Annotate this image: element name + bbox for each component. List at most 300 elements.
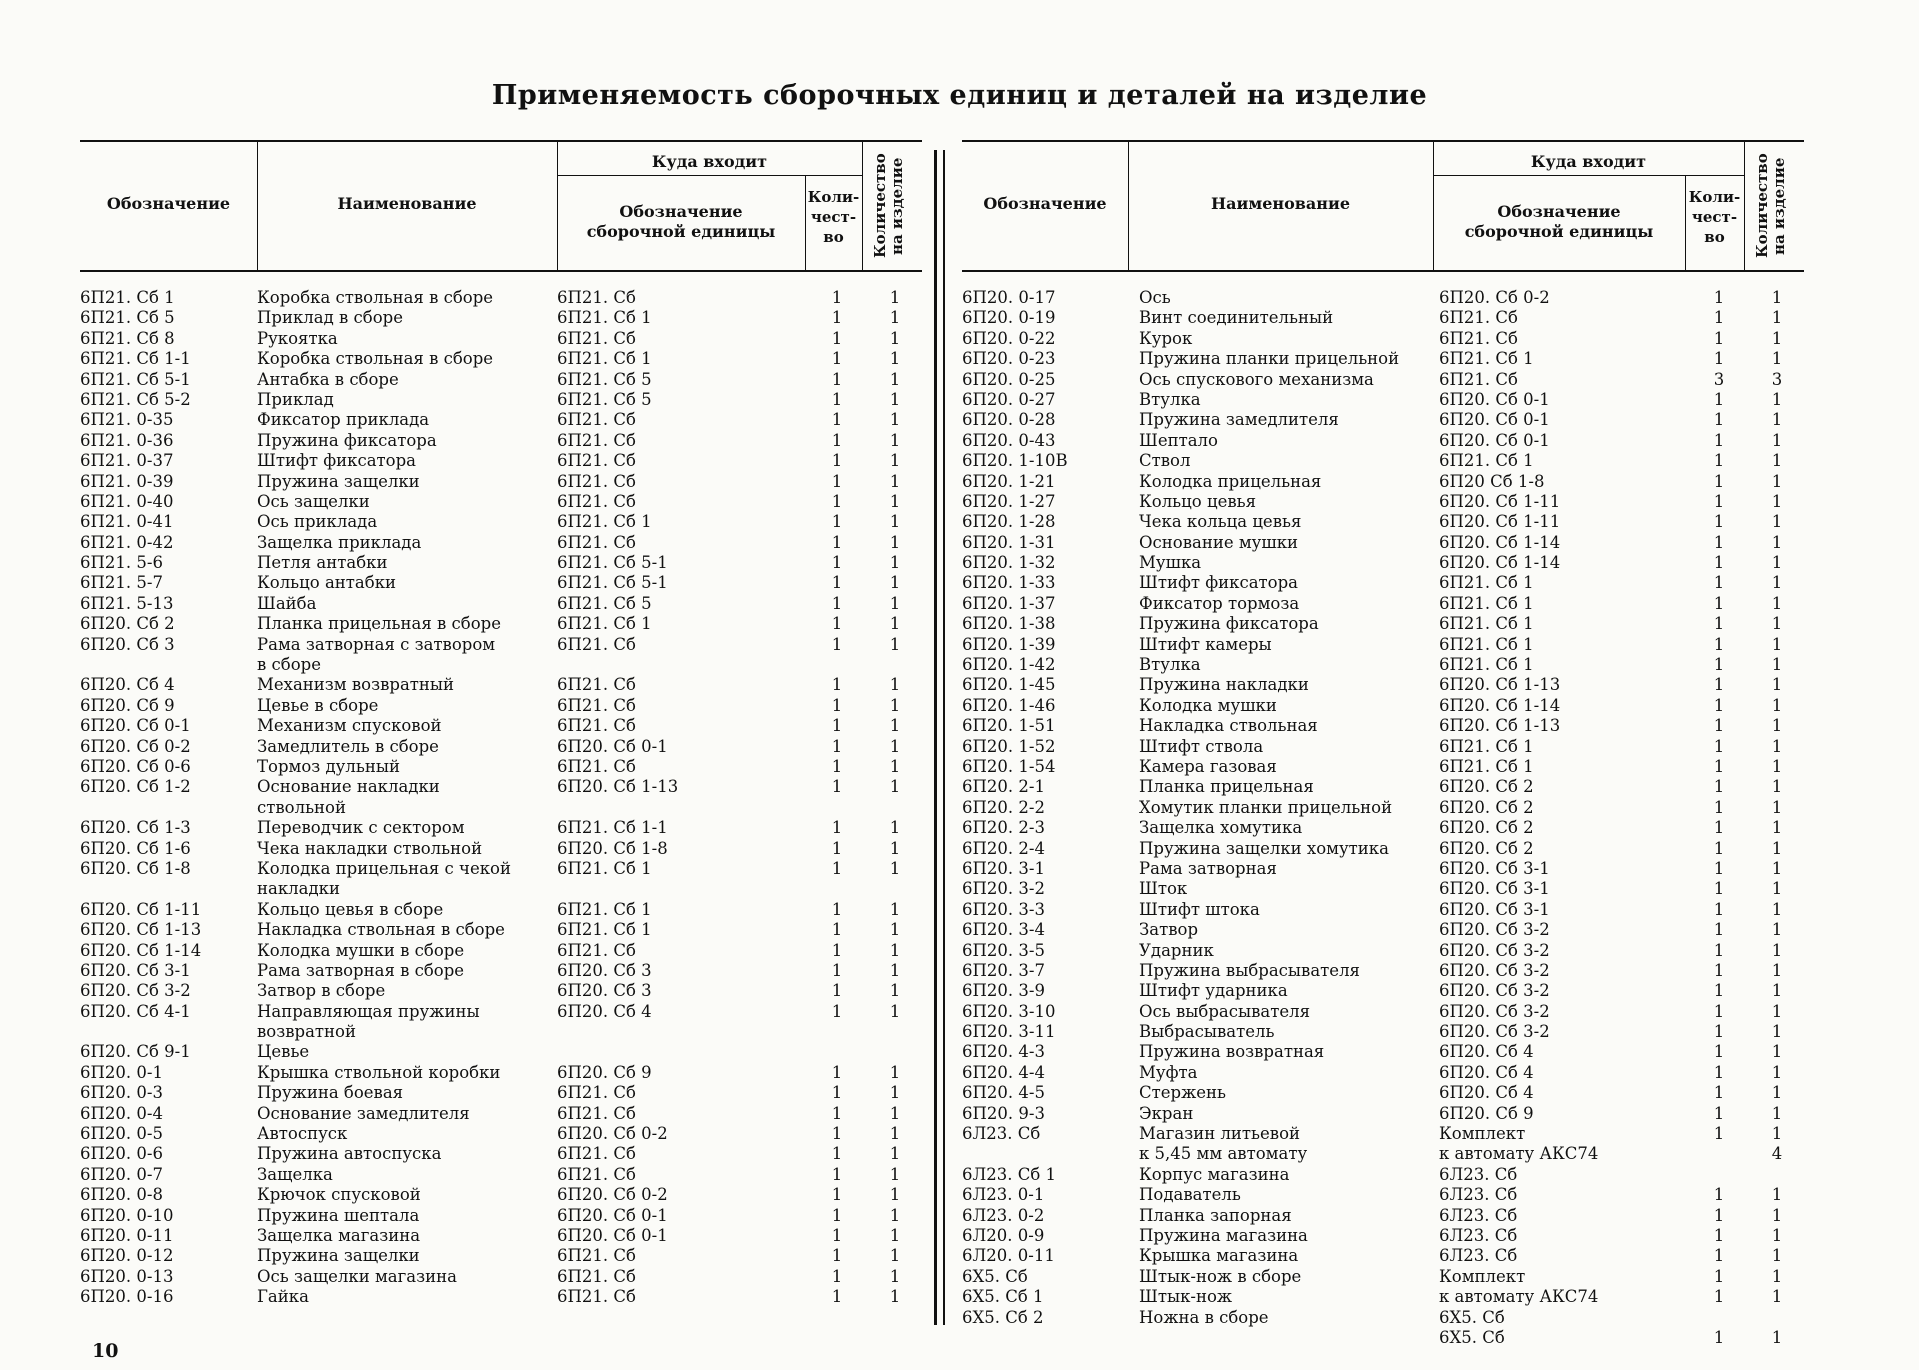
assembly-cell: 6П21. Сб: [557, 430, 636, 450]
designation-cell: 6П20. 1-52: [962, 736, 1056, 756]
quantity-cell: 1: [1713, 1062, 1725, 1082]
table-row: [80, 1002, 922, 1022]
designation-cell: 6П21. 5-6: [80, 553, 163, 573]
table-row: [962, 1206, 1804, 1226]
assembly-cell: 6П21. Сб 5-1: [557, 553, 668, 573]
table-row: [962, 635, 1804, 655]
name-cell: Экран: [1139, 1103, 1194, 1123]
quantity-cell: 1: [1713, 960, 1725, 980]
total-cell: 1: [889, 1246, 901, 1266]
name-cell: Коробка ствольная в сборе: [257, 288, 494, 307]
table-row: [80, 981, 922, 1001]
designation-cell: 6П21. 0-40: [80, 491, 174, 511]
designation-cell: 6П20. 2-4: [962, 838, 1045, 858]
total-cell: 1: [1771, 655, 1783, 675]
table-row: [80, 900, 922, 920]
total-cell: 1: [889, 532, 901, 552]
total-cell: 1: [1771, 532, 1783, 552]
quantity-cell: 1: [831, 593, 843, 613]
assembly-cell: 6П20. Сб 0-1: [557, 1225, 668, 1245]
assembly-cell: 6П21. Сб: [557, 695, 636, 715]
header-name: Наименование: [337, 194, 477, 213]
quantity-cell: 1: [1713, 532, 1725, 552]
name-cell: Штифт фиксатора: [257, 451, 417, 471]
designation-cell: 6П21. 0-39: [80, 471, 174, 491]
total-cell: 1: [1771, 288, 1783, 307]
quantity-cell: 1: [831, 899, 843, 919]
name-cell: Пружина защелки: [257, 1246, 420, 1266]
header-assembly-line2: сборочной единицы: [1464, 222, 1654, 241]
name-cell: Защелка: [257, 1164, 333, 1184]
designation-cell: 6П20. 1-21: [962, 471, 1056, 491]
name-cell: Штифт ствола: [1139, 736, 1264, 756]
total-cell: 1: [1771, 736, 1783, 756]
name-cell: Кольцо цевья в сборе: [257, 899, 444, 919]
assembly-cell: 6П20. Сб 1-13: [557, 777, 679, 797]
name-cell: Цевье в сборе: [257, 695, 379, 715]
quantity-cell: 1: [831, 308, 843, 328]
total-cell: 1: [1771, 797, 1783, 817]
assembly-cell: 6П20. Сб 4: [1439, 1062, 1534, 1082]
designation-cell: 6П21. 0-37: [80, 451, 174, 471]
name-cell: Шайба: [257, 593, 317, 613]
name-cell: Ось: [1139, 288, 1171, 307]
quantity-cell: 1: [1713, 899, 1725, 919]
table-row: [962, 533, 1804, 553]
total-cell: 1: [889, 491, 901, 511]
name-cell: Тормоз дульный: [257, 756, 400, 776]
quantity-cell: 1: [1713, 818, 1725, 838]
name-cell: Винт соединительный: [1139, 308, 1334, 328]
table-row: [80, 1083, 922, 1103]
name-cell: Приклад: [257, 389, 334, 409]
quantity-cell: 1: [831, 1124, 843, 1144]
total-cell: 1: [1771, 777, 1783, 797]
quantity-cell: 1: [1713, 593, 1725, 613]
designation-cell: 6П20. 1-10В: [962, 451, 1068, 471]
table-row: [962, 553, 1804, 573]
quantity-cell: 1: [831, 777, 843, 797]
quantity-cell: 1: [1713, 430, 1725, 450]
name-cell: Гайка: [257, 1287, 309, 1307]
designation-cell: 6П20. 3-3: [962, 899, 1045, 919]
designation-cell: 6П20. 4-5: [962, 1083, 1045, 1103]
total-cell: 1: [1771, 838, 1783, 858]
name-cell: Направляющая пружины: [257, 1001, 480, 1021]
name-cell: Затвор в сборе: [257, 981, 386, 1001]
designation-cell: 6П20. 1-54: [962, 756, 1056, 776]
designation-cell: 6П21. Сб 5-1: [80, 369, 191, 389]
total-cell: 1: [889, 389, 901, 409]
assembly-cell: 6П21. Сб 1: [1439, 573, 1534, 593]
name-cell: Пружина защелки хомутика: [1139, 838, 1389, 858]
name-cell: Накладка ствольная в сборе: [257, 920, 505, 940]
quantity-cell: 1: [831, 614, 843, 634]
designation-cell: 6П20. 0-10: [80, 1205, 174, 1225]
table-row: [962, 777, 1804, 797]
name-cell: Чека накладки ствольной: [257, 838, 483, 858]
quantity-cell: 1: [831, 1062, 843, 1082]
designation-cell: 6П20. Сб 1-14: [80, 940, 202, 960]
table-row: [962, 410, 1804, 430]
assembly-cell: 6П21. Сб: [557, 716, 636, 736]
name-cell: Пружина шептала: [257, 1205, 420, 1225]
name-cell: Штифт ударника: [1139, 981, 1288, 1001]
quantity-cell: 1: [1713, 716, 1725, 736]
name-cell: Пружина возвратная: [1139, 1042, 1325, 1062]
assembly-cell: 6П21. Сб 1: [557, 920, 652, 940]
assembly-cell: 6П21. Сб 1-1: [557, 818, 668, 838]
name-cell: Ось спускового механизма: [1139, 369, 1374, 389]
name-cell: Крышка магазина: [1139, 1246, 1299, 1266]
total-cell: 1: [889, 614, 901, 634]
header-qty-line1: Коли-: [1688, 188, 1741, 206]
quantity-cell: 1: [1713, 1266, 1725, 1286]
total-cell: 1: [1771, 1246, 1783, 1266]
table-row: [962, 798, 1804, 818]
total-cell: 1: [1771, 410, 1783, 430]
designation-cell: 6П20. Сб 1-3: [80, 818, 191, 838]
name-cell: Камера газовая: [1139, 756, 1277, 776]
designation-cell: 6П21. Сб 8: [80, 328, 175, 348]
designation-cell: 6П21. 5-7: [80, 573, 163, 593]
designation-cell: 6П20. 0-7: [80, 1164, 163, 1184]
table-row: [962, 1185, 1804, 1205]
designation-cell: 6П21. Сб 5-2: [80, 389, 191, 409]
table-header: [80, 140, 922, 272]
table-row: [80, 818, 922, 838]
name-cell: Петля антабки: [257, 553, 388, 573]
name-cell: Пружина магазина: [1139, 1225, 1308, 1245]
assembly-cell: 6П20. Сб 4: [1439, 1042, 1534, 1062]
assembly-cell: 6П20. Сб 1-11: [1439, 491, 1561, 511]
table-row: [962, 981, 1804, 1001]
table-row: [962, 472, 1804, 492]
designation-cell: 6П20. 3-9: [962, 981, 1045, 1001]
quantity-cell: 1: [1713, 736, 1725, 756]
table-row: [962, 818, 1804, 838]
total-cell: 1: [1771, 716, 1783, 736]
designation-cell: 6П20. 3-2: [962, 879, 1045, 899]
quantity-cell: 1: [831, 1144, 843, 1164]
table-row: [962, 900, 1804, 920]
header-assembly-line2: сборочной единицы: [586, 222, 776, 241]
assembly-cell: 6П21. Сб: [557, 756, 636, 776]
assembly-cell: 6П20. Сб 1-14: [1439, 553, 1561, 573]
designation-cell: 6П20. Сб 1-13: [80, 920, 202, 940]
name-cell: Шептало: [1139, 430, 1218, 450]
designation-cell: 6П20. Сб 1-11: [80, 899, 202, 919]
quantity-cell: 1: [1713, 1205, 1725, 1225]
table-row: [80, 1042, 922, 1062]
total-cell: 1: [889, 1205, 901, 1225]
assembly-cell: 6П20. Сб 1-13: [1439, 716, 1561, 736]
designation-cell: 6П20. 2-2: [962, 797, 1045, 817]
total-cell: 1: [1771, 349, 1783, 369]
total-cell: 1: [1771, 573, 1783, 593]
table-row: [80, 451, 922, 471]
table-row: [80, 777, 922, 797]
total-cell: 1: [889, 634, 901, 654]
designation-cell: 6П20. 1-38: [962, 614, 1056, 634]
table-row: [962, 716, 1804, 736]
name-cell: Крышка ствольной коробки: [257, 1062, 501, 1082]
total-cell: 1: [1771, 981, 1783, 1001]
assembly-cell: 6П21. Сб 1: [557, 512, 652, 532]
header-where-used: Куда входит: [651, 152, 768, 171]
total-cell: 1: [1771, 491, 1783, 511]
total-cell: 1: [889, 736, 901, 756]
table-row: [962, 370, 1804, 390]
designation-cell: 6П20. 2-1: [962, 777, 1045, 797]
assembly-cell: 6П21. Сб: [557, 451, 636, 471]
quantity-cell: 1: [831, 1266, 843, 1286]
quantity-cell: 1: [831, 512, 843, 532]
table-row: [80, 614, 922, 634]
designation-cell: 6П20. Сб 1-6: [80, 838, 191, 858]
table-row: [80, 920, 922, 940]
assembly-cell: 6П20. Сб 1-8: [557, 838, 668, 858]
table-row: [962, 614, 1804, 634]
name-cell: Пружина замедлителя: [1139, 410, 1339, 430]
quantity-cell: 1: [1713, 920, 1725, 940]
quantity-cell: 1: [831, 1164, 843, 1184]
designation-cell: 6П20. 1-32: [962, 553, 1056, 573]
name-cell: Пружина накладки: [1139, 675, 1309, 695]
quantity-cell: 1: [1713, 573, 1725, 593]
assembly-cell: 6П20. Сб 3-1: [1439, 858, 1550, 878]
quantity-cell: 1: [831, 369, 843, 389]
table-row: [80, 941, 922, 961]
name-cell: Магазин литьевой: [1139, 1124, 1301, 1144]
designation-cell: 6П20. 4-4: [962, 1062, 1045, 1082]
total-cell: 1: [889, 1103, 901, 1123]
table-row: [962, 1042, 1804, 1062]
quantity-cell: 1: [831, 960, 843, 980]
assembly-cell: 6П20. Сб 0-1: [557, 736, 668, 756]
total-cell: 1: [889, 695, 901, 715]
name-cell: Рама затворная в сборе: [257, 960, 465, 980]
table-row: [962, 859, 1804, 879]
total-cell: 1: [1771, 1022, 1783, 1042]
total-cell: 1: [889, 756, 901, 776]
table-row: [80, 431, 922, 451]
designation-cell: 6П21. 5-13: [80, 593, 174, 613]
quantity-cell: 1: [1713, 1022, 1725, 1042]
table-row: [962, 329, 1804, 349]
total-cell: 1: [889, 1287, 901, 1307]
name-cell: Колодка прицельная с чекой: [257, 858, 511, 878]
assembly-cell: 6П20. Сб 9: [1439, 1103, 1534, 1123]
designation-cell: 6П20. 1-27: [962, 491, 1056, 511]
assembly-cell: 6П20. Сб 0-2: [1439, 288, 1550, 307]
quantity-cell: 1: [831, 288, 843, 307]
table-row: [80, 839, 922, 859]
designation-cell: 6П20. Сб 1-2: [80, 777, 191, 797]
name-cell: Затвор: [1139, 920, 1199, 940]
designation-cell: 6П21. Сб 5: [80, 308, 175, 328]
name-cell: Мушка: [1139, 553, 1202, 573]
designation-cell: 6П20. Сб 0-6: [80, 756, 191, 776]
quantity-cell: 1: [1713, 634, 1725, 654]
assembly-cell: 6Л23. Сб: [1439, 1225, 1518, 1245]
quantity-cell: 1: [831, 491, 843, 511]
name-cell: Кольцо цевья: [1139, 491, 1257, 511]
total-cell: 1: [1771, 634, 1783, 654]
name-cell: Втулка: [1139, 655, 1201, 675]
table-row: [962, 288, 1804, 308]
name-cell: Стержень: [1139, 1083, 1227, 1103]
header-qty: [1685, 187, 1744, 247]
quantity-cell: 1: [831, 1185, 843, 1205]
quantity-cell: 1: [1713, 1246, 1725, 1266]
assembly-cell: 6П20. Сб 2: [1439, 838, 1534, 858]
assembly-cell: 6П21. Сб 1: [1439, 736, 1534, 756]
table-row: [80, 675, 922, 695]
quantity-cell: 1: [1713, 471, 1725, 491]
table-row: [80, 1226, 922, 1246]
assembly-cell: 6Л23. Сб: [1439, 1205, 1518, 1225]
header-qty-per-product: Количество на изделие: [1753, 153, 1788, 259]
name-cell: Штифт штока: [1139, 899, 1260, 919]
assembly-cell: 6П21. Сб: [557, 1083, 636, 1103]
name-cell: Ось приклада: [257, 512, 378, 532]
table-row: [962, 451, 1804, 471]
quantity-cell: 3: [1713, 369, 1725, 389]
assembly-cell: 6П21. Сб: [1439, 369, 1518, 389]
designation-cell: 6Х5. Сб: [962, 1266, 1028, 1286]
designation-cell: 6П20. 3-4: [962, 920, 1045, 940]
table-row: [80, 1104, 922, 1124]
total-cell: 1: [1771, 940, 1783, 960]
table-row: [80, 512, 922, 532]
quantity-cell: 1: [1713, 879, 1725, 899]
designation-cell: 6Л20. 0-9: [962, 1225, 1045, 1245]
designation-cell: 6П20. 0-28: [962, 410, 1056, 430]
total-cell: 1: [1771, 879, 1783, 899]
total-cell: 1: [889, 940, 901, 960]
total-cell: 1: [1771, 1103, 1783, 1123]
total-cell: 1: [1771, 858, 1783, 878]
name-cell: Пружина защелки: [257, 471, 420, 491]
designation-cell: 6П20. 0-4: [80, 1103, 163, 1123]
name-cell: Цевье: [257, 1042, 310, 1062]
total-cell: 1: [889, 960, 901, 980]
header-designation: Обозначение: [106, 194, 231, 213]
assembly-cell: 6П21. Сб 5: [557, 369, 652, 389]
name-cell: Шток: [1139, 879, 1188, 899]
total-cell: 1: [1771, 451, 1783, 471]
table-row: [962, 655, 1804, 675]
assembly-cell: 6П21. Сб: [557, 1266, 636, 1286]
quantity-cell: 1: [831, 716, 843, 736]
left-rows: [80, 288, 922, 1308]
header-qty-per-product: Количество на изделие: [871, 153, 906, 259]
table-row: [962, 349, 1804, 369]
designation-cell: 6П20. 0-22: [962, 328, 1056, 348]
total-cell: 1: [889, 430, 901, 450]
name-cell: Защелка приклада: [257, 532, 422, 552]
quantity-cell: 1: [1713, 756, 1725, 776]
total-cell: 1: [1771, 1185, 1783, 1205]
assembly-cell: 6П21. Сб 1: [1439, 655, 1534, 675]
quantity-cell: 1: [831, 634, 843, 654]
quantity-cell: 1: [831, 1205, 843, 1225]
assembly-cell: 6П20. Сб 0-1: [1439, 389, 1550, 409]
total-cell: 1: [889, 1144, 901, 1164]
quantity-cell: 1: [1713, 1083, 1725, 1103]
total-cell: 1: [1771, 1001, 1783, 1021]
table-header: [962, 140, 1804, 272]
designation-cell: 6П20. 1-31: [962, 532, 1056, 552]
assembly-cell: 6П20. Сб 0-2: [557, 1185, 668, 1205]
assembly-cell: 6П20. Сб 4: [1439, 1083, 1534, 1103]
assembly-cell: 6П21. Сб: [557, 634, 636, 654]
table-row: [962, 1144, 1804, 1164]
designation-cell: 6П20. Сб 9: [80, 695, 175, 715]
quantity-cell: 1: [831, 1001, 843, 1021]
total-cell: 1: [1771, 1266, 1783, 1286]
header-qty-line2: чест-: [810, 208, 857, 226]
name-cell: Ножна в сборе: [1139, 1307, 1269, 1327]
assembly-cell: 6П20. Сб 3-2: [1439, 1001, 1550, 1021]
table-row: [962, 1022, 1804, 1042]
quantity-cell: 1: [831, 451, 843, 471]
name-cell: Подаватель: [1139, 1185, 1241, 1205]
table-row: [80, 798, 922, 818]
table-row: [962, 573, 1804, 593]
designation-cell: 6П20. 0-16: [80, 1287, 174, 1307]
assembly-cell: 6П20. Сб 0-2: [557, 1124, 668, 1144]
assembly-cell: 6П21. Сб: [557, 471, 636, 491]
total-cell: 1: [889, 349, 901, 369]
table-row: [80, 308, 922, 328]
designation-cell: 6П21. 0-41: [80, 512, 174, 532]
total-cell: 1: [889, 471, 901, 491]
name-cell: Пружина планки прицельной: [1139, 349, 1400, 369]
assembly-cell: 6П21. Сб 1: [1439, 349, 1534, 369]
table-row: [80, 594, 922, 614]
assembly-cell: 6П20. Сб 3-2: [1439, 981, 1550, 1001]
designation-cell: 6П20. 4-3: [962, 1042, 1045, 1062]
name-cell: Колодка мушки в сборе: [257, 940, 465, 960]
table-row: [80, 533, 922, 553]
total-cell: 1: [1771, 512, 1783, 532]
total-cell: 1: [889, 920, 901, 940]
quantity-cell: 1: [831, 410, 843, 430]
header-assembly: [1433, 202, 1685, 242]
quantity-cell: 1: [831, 1246, 843, 1266]
name-cell: Антабка в сборе: [257, 369, 399, 389]
name-cell: ствольной: [257, 797, 346, 817]
total-cell: 1: [889, 1001, 901, 1021]
assembly-cell: 6П21. Сб: [557, 1287, 636, 1307]
total-cell: 1: [889, 716, 901, 736]
total-cell: 1: [1771, 328, 1783, 348]
total-cell: 1: [889, 1062, 901, 1082]
quantity-cell: 1: [1713, 491, 1725, 511]
assembly-cell: 6П21. Сб 1: [1439, 634, 1534, 654]
name-cell: Штифт фиксатора: [1139, 573, 1299, 593]
quantity-cell: 1: [831, 981, 843, 1001]
assembly-cell: 6П21. Сб: [557, 410, 636, 430]
designation-cell: 6П20. 0-5: [80, 1124, 163, 1144]
name-cell: Ось защелки: [257, 491, 370, 511]
name-cell: Муфта: [1139, 1062, 1198, 1082]
designation-cell: 6П20. 0-23: [962, 349, 1056, 369]
assembly-cell: 6П21. Сб: [557, 1103, 636, 1123]
total-cell: 1: [1771, 430, 1783, 450]
